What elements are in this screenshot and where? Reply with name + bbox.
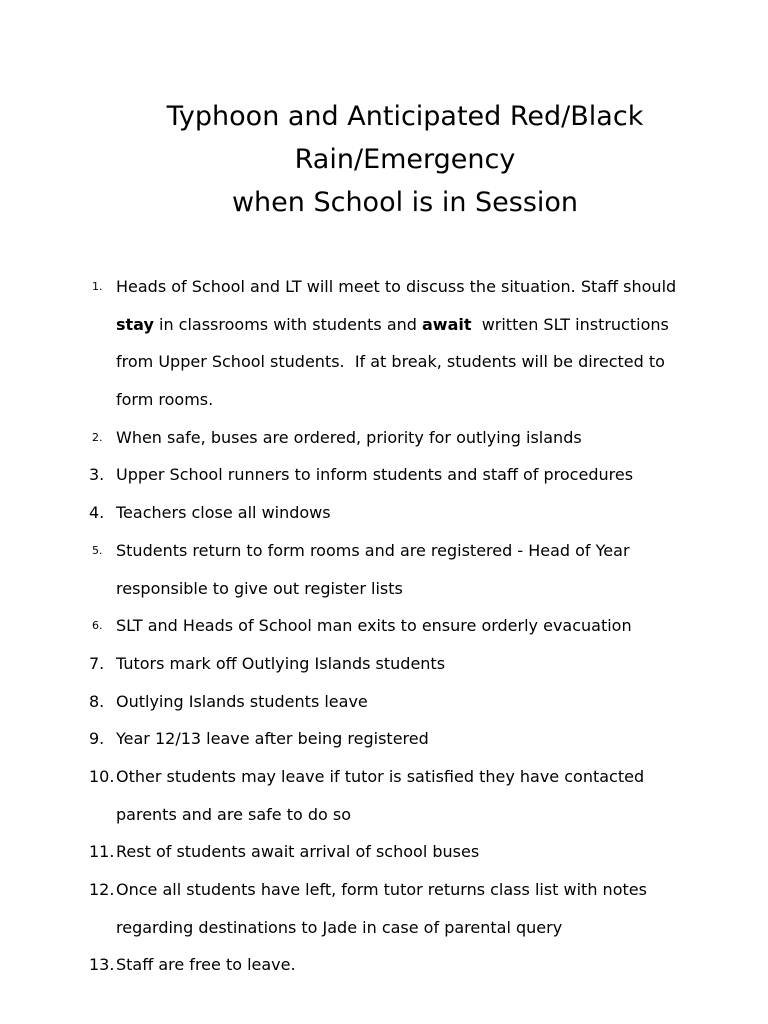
item-text-line: When safe, buses are ordered, priority for outlying islands	[116, 427, 582, 447]
emphasis-await: await	[422, 314, 472, 334]
item-text-line: Heads of School and LT will meet to discuss the situation. Staff should	[116, 277, 677, 296]
item-text-line: form rooms.	[116, 390, 214, 410]
item-number: 10.	[89, 766, 115, 786]
emphasis-stay: stay	[116, 314, 154, 334]
item-text-line: Year 12/13 leave after being registered	[116, 729, 429, 749]
item-text-line: Other students may leave if tutor is satisfied they have contacted	[116, 766, 645, 786]
procedure-list	[89, 268, 676, 984]
item-number: 6.	[92, 619, 103, 633]
item-number: 3.	[89, 465, 105, 485]
item-text-line: Upper School runners to inform students and staff of procedures	[116, 465, 634, 485]
item-text-line: Staff are free to leave.	[116, 955, 296, 975]
list-item-5	[89, 532, 676, 607]
item-text-line: Outlying Islands students leave	[116, 691, 368, 711]
item-number: 2.	[92, 430, 103, 444]
item-number: 1.	[92, 280, 103, 293]
list-item-4	[89, 494, 676, 532]
item-number: 9.	[89, 729, 105, 749]
item-number: 4.	[89, 503, 105, 523]
list-item-10	[89, 758, 676, 833]
item-text-line: regarding destinations to Jade in case of parental query	[116, 917, 563, 937]
item-number: 7.	[89, 653, 105, 673]
document-title	[0, 95, 768, 224]
item-text-fragment: written SLT instructions	[471, 314, 669, 334]
list-item-7	[89, 645, 676, 683]
title-line-3: when School is in Session	[231, 187, 579, 218]
list-item-9	[89, 720, 676, 758]
item-number: 12.	[89, 880, 115, 899]
item-number: 11.	[89, 842, 115, 862]
item-text-fragment: in classrooms with students and	[153, 314, 422, 334]
item-number: 13.	[89, 955, 115, 975]
item-text-line	[89, 306, 676, 344]
item-text-line: Tutors mark off Outlying Islands students	[116, 653, 446, 673]
item-text-line: Teachers close all windows	[116, 503, 331, 523]
item-text-line: parents and are safe to do so	[116, 804, 352, 824]
item-text-line: Rest of students await arrival of school buses	[116, 842, 480, 862]
item-text-line: from Upper School students. If at break, students will be directed to	[116, 352, 665, 372]
list-item-6	[89, 607, 676, 645]
list-item-3	[89, 456, 676, 494]
item-text-line: responsible to give out register lists	[116, 578, 403, 598]
item-text-line: SLT and Heads of School man exits to ensure orderly evacuation	[116, 616, 632, 636]
item-text-line: Students return to form rooms and are registered - Head of Year	[116, 540, 630, 560]
title-line-2: Rain/Emergency	[294, 144, 516, 175]
list-item-11	[89, 833, 676, 871]
title-line-1: Typhoon and Anticipated Red/Black	[166, 101, 644, 132]
list-item-1	[89, 268, 676, 419]
list-item-12	[89, 871, 676, 946]
list-item-2	[89, 419, 676, 457]
item-text-line: Once all students have left, form tutor returns class list with notes	[116, 880, 647, 899]
item-number: 8.	[89, 691, 105, 711]
list-item-8	[89, 683, 676, 721]
list-item-13	[89, 946, 676, 984]
item-number: 5.	[92, 543, 103, 557]
